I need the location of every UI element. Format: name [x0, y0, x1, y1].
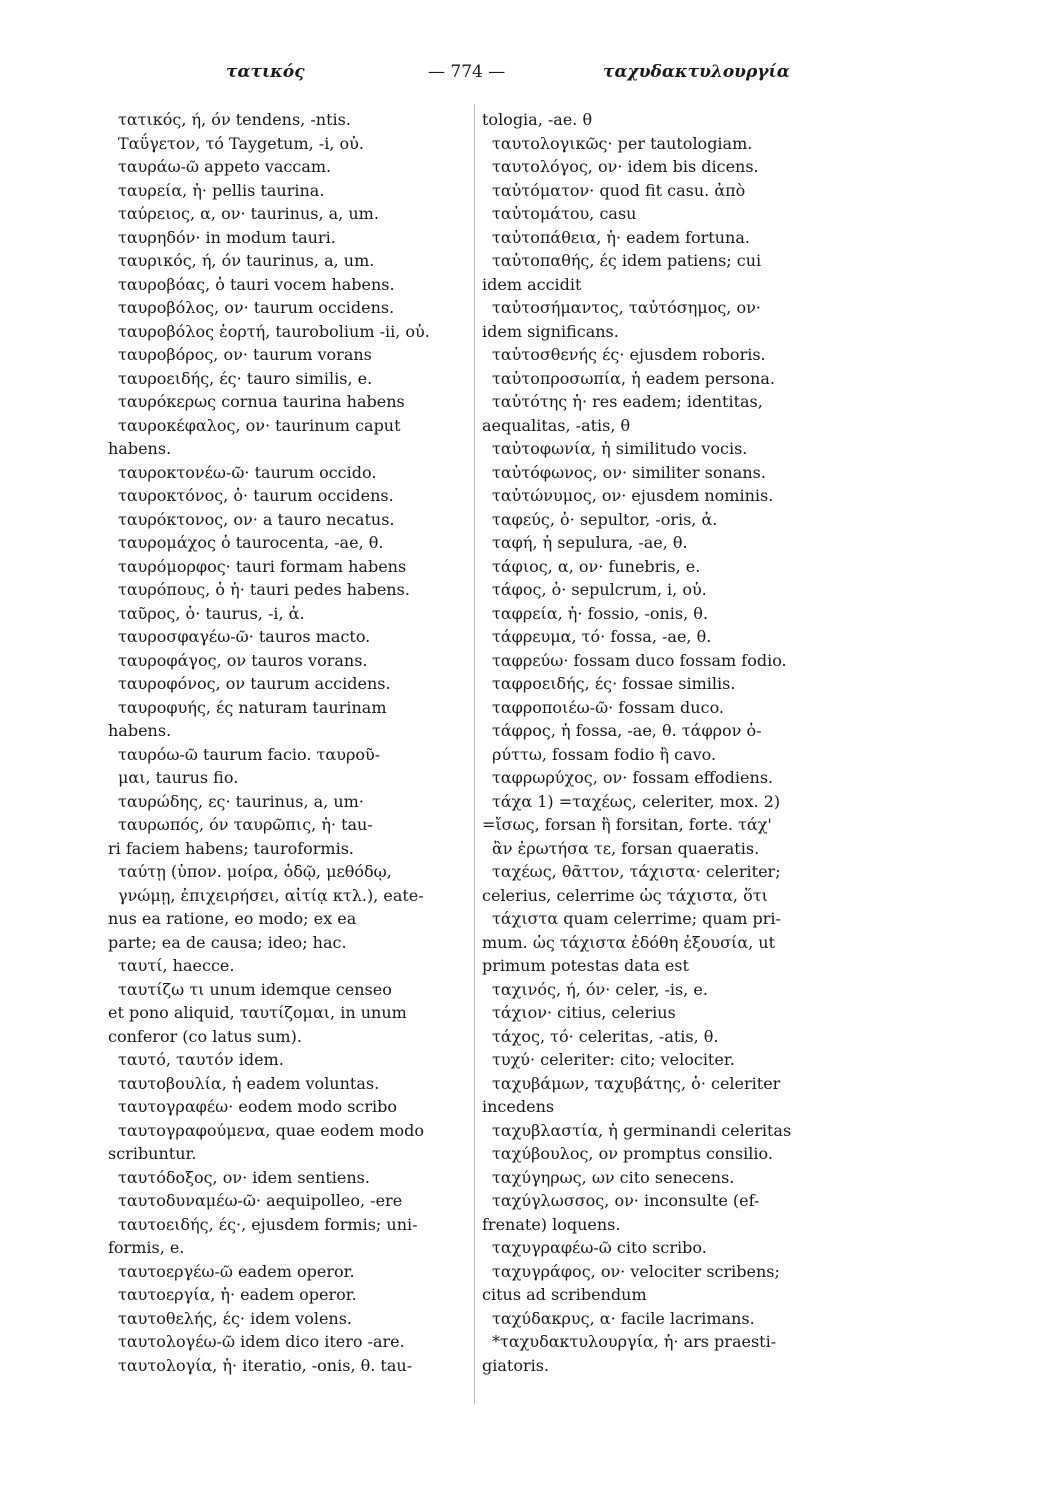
entry-line: τάφρευμα, τό· fossa, -ae, θ. — [492, 627, 712, 646]
entry-line: τάχιστα quam celerrime; quam pri- — [492, 909, 781, 928]
entry-line: ταχύδακρυς, α· facile lacrimans. — [492, 1308, 755, 1328]
entry-line: habens. — [108, 721, 172, 740]
entry-line: ταχύγηρως, ων cito senecens. — [492, 1167, 735, 1187]
entry-line: ταὐτόματον· quod fit casu. ἀπὸ — [492, 180, 746, 200]
entry-line: ταὐτοπάθεια, ἡ· eadem fortuna. — [492, 227, 750, 247]
entry-line: ταυροβόλος, ον· taurum occidens. — [118, 298, 395, 317]
entry-line: ταυροφάγος, ον tauros vorans. — [118, 650, 368, 670]
right-column — [482, 108, 882, 1377]
entry-line: ταυρόκτονος, ον· a tauro necatus. — [118, 509, 395, 529]
entry-line: τάχιον· citius, celerius — [492, 1003, 676, 1022]
entry-line: scribuntur. — [108, 1144, 197, 1163]
entry-line: ταφροποιέω-ῶ· fossam duco. — [492, 697, 724, 717]
entry-line: citus ad scribendum — [482, 1285, 647, 1304]
entry-line: ταυροσφαγέω-ῶ· tauros macto. — [118, 627, 371, 646]
entry-line: frenate) loquens. — [482, 1214, 621, 1234]
entry-line: ταχέως, θᾶττον, τάχιστα· celeriter; — [492, 862, 781, 881]
entry-line: ταφρεύω· fossam duco fossam fodio. — [492, 650, 787, 670]
entry-line: ταφή, ἡ sepulura, -ae, θ. — [492, 533, 688, 552]
entry-line: ταυτόδοξος, ον· idem sentiens. — [118, 1167, 370, 1187]
entry-line: ταυτοδυναμέω-ῶ· aequipolleo, -ere — [118, 1191, 403, 1210]
entry-line: ταυτολογία, ἡ· iteratio, -onis, θ. tau- — [118, 1355, 413, 1375]
entry-line: ταὐτοπροσωπία, ἡ eadem persona. — [492, 368, 775, 388]
entry-line: incedens — [482, 1097, 555, 1116]
entry-line: ταὐτότης ἡ· res eadem; identitas, — [492, 392, 763, 411]
entry-line: τάφος, ὁ· sepulcrum, i, οὐ. — [492, 580, 707, 599]
entry-line: primum potestas data est — [482, 956, 689, 975]
entry-line: mum. ὡς τάχιστα ἐδόθη ἐξουσία, ut — [482, 932, 776, 952]
entry-line: ταὐτοσήμαντος, ταὐτόσημος, ον· — [492, 298, 761, 317]
entry-line: ταχυβάμων, ταχυβάτης, ὁ· celeriter — [492, 1073, 781, 1093]
entry-line: ταυτολόγος, ον· idem bis dicens. — [492, 157, 759, 176]
entry-line: ταυρικός, ή, όν taurinus, a, um. — [118, 251, 375, 270]
entry-line: τυχύ· celeriter: cito; velociter. — [492, 1050, 735, 1069]
entry-line: ταυτίζω τι unum idemque censeo — [118, 979, 392, 999]
entry-line: idem significans. — [482, 321, 619, 341]
entry-line: ταυτοθελής, ές· idem volens. — [118, 1308, 353, 1328]
entry-line: ταὐτώνυμος, ον· ejusdem nominis. — [492, 486, 774, 505]
entry-line: ταυτοεργέω-ῶ eadem operor. — [118, 1261, 355, 1281]
entry-line: τάφιος, α, ον· funebris, e. — [492, 556, 701, 576]
entry-line: ταυρόκερως cornua taurina habens — [118, 392, 405, 411]
entry-line: aequalitas, -atis, θ — [482, 415, 631, 435]
entry-line: ταυτολογικῶς· per tautologiam. — [492, 133, 753, 153]
entry-line: *ταχυδακτυλουργία, ἡ· ars praesti- — [492, 1332, 777, 1351]
entry-line: ταχύβουλος, ον promptus consilio. — [492, 1144, 773, 1163]
entry-line: ταυροβόλος ἑορτή, taurobolium -ii, οὐ. — [118, 321, 430, 341]
entry-line: ταυρομάχος ὁ taurocenta, -ae, θ. — [118, 533, 384, 552]
entry-line: formis, e. — [108, 1238, 185, 1257]
entry-line: ταυροκτόνος, ὁ· taurum occidens. — [118, 486, 394, 505]
entry-line: ταυτοειδής, ές·, ejusdem formis; uni- — [118, 1214, 418, 1234]
entry-line: ταυτολογέω-ῶ idem dico itero -are. — [118, 1332, 405, 1351]
entry-line: ταυτό, ταυτόν idem. — [118, 1050, 284, 1069]
entry-line: ταχύγλωσσος, ον· inconsulte (ef- — [492, 1191, 760, 1210]
entry-line: ταὐτοφωνία, ἡ similitudo vocis. — [492, 439, 748, 458]
entry-line: =ἴσως, forsan ἢ forsitan, forte. τάχ' — [482, 815, 772, 834]
page-number: — 774 — — [428, 62, 506, 82]
entry-line: ταυρεία, ἡ· pellis taurina. — [118, 180, 325, 200]
entry-line: ταφρωρύχος, ον· fossam effodiens. — [492, 768, 774, 787]
entry-line: ταυροφόνος, ον taurum accidens. — [118, 674, 391, 693]
entry-line: ταυτί, haecce. — [118, 956, 235, 975]
entry-line: ταυροειδής, ές· tauro similis, e. — [118, 368, 373, 388]
entry-line: τάφρος, ἡ fossa, -ae, θ. τάφρον ὀ- — [492, 721, 762, 740]
entry-line: ταυρόω-ῶ taurum facio. ταυροῦ- — [118, 744, 381, 764]
entry-line: ταύτῃ (ὑπον. μοίρα, ὁδῷ, μεθόδῳ, — [118, 862, 392, 881]
entry-line: celerius, celerrime ὡς τάχιστα, ὅτι — [482, 885, 768, 905]
entry-line: ταὐτοπαθής, ές idem patiens; cui — [492, 251, 762, 270]
entry-line: ταυρόπους, ὁ ἡ· tauri pedes habens. — [118, 580, 410, 599]
entry-line: ταυτογραφούμενα, quae eodem modo — [118, 1120, 424, 1140]
entry-line: ρύττω, fossam fodio ἢ cavo. — [492, 744, 717, 764]
header-right-guideword: ταχυδακτυλουργία — [603, 62, 790, 82]
entry-line: γνώμῃ, ἐπιχειρήσει, αἰτίᾳ κτλ.), eate- — [118, 885, 424, 905]
entry-line: ταχυγραφέω-ῶ cito scribo. — [492, 1238, 707, 1257]
entry-line: ταῦρος, ὁ· taurus, -i, ἀ. — [118, 603, 305, 623]
entry-line: habens. — [108, 439, 172, 458]
entry-line: ἂν ἐρωτήσα τε, forsan quaeratis. — [492, 838, 760, 858]
entry-line: ταφεύς, ὁ· sepultor, -oris, ἀ. — [492, 509, 718, 529]
entry-line: nus ea ratione, eo modo; ex ea — [108, 909, 357, 928]
entry-line: τάχα 1) =ταχέως, celeriter, mox. 2) — [492, 791, 781, 811]
entry-line: ταχινός, ή, όν· celer, -is, e. — [492, 979, 708, 999]
entry-line: τάχος, τό· celeritas, -atis, θ. — [492, 1026, 719, 1046]
entry-line: giatoris. — [482, 1355, 550, 1375]
entry-line: ταυροβόρος, ον· taurum vorans — [118, 345, 372, 364]
header-left-guideword: τατικός — [226, 62, 305, 82]
entry-line: ταυτοεργία, ἡ· eadem operor. — [118, 1285, 357, 1304]
entry-line: ταυτογραφέω· eodem modo scribo — [118, 1097, 397, 1116]
entry-line: Ταΰγετον, τό Taygetum, -i, οὐ. — [118, 133, 364, 153]
entry-line: ταὐτομάτου, casu — [492, 204, 637, 223]
entry-line: ταχυβλαστία, ἡ germinandi celeritas — [492, 1120, 792, 1140]
running-head — [100, 62, 920, 92]
entry-line: ταφρεία, ἡ· fossio, -onis, θ. — [492, 603, 709, 623]
entry-line: μαι, taurus fio. — [118, 768, 239, 787]
entry-line: ταφροειδής, ές· fossae similis. — [492, 674, 736, 693]
entry-line: ταυρηδόν· in modum tauri. — [118, 227, 336, 247]
entry-line: τατικός, ή, όν tendens, -ntis. — [118, 110, 351, 129]
entry-line: ταυροκτονέω-ῶ· taurum occido. — [118, 462, 377, 482]
entry-line: ri faciem habens; tauroformis. — [108, 838, 355, 858]
entry-line: tologia, -ae. θ — [482, 110, 593, 129]
entry-line: ταυρώδης, ες· taurinus, a, um· — [118, 791, 364, 811]
entry-line: ταυράω-ῶ appeto vaccam. — [118, 157, 332, 176]
entry-line: ταὐτόφωνος, ον· similiter sonans. — [492, 462, 766, 482]
entry-line: ταχυγράφος, ον· velociter scribens; — [492, 1261, 780, 1281]
left-column — [108, 108, 491, 1377]
entry-line: ταυροφυής, ές naturam taurinam — [118, 697, 387, 717]
entry-line: ταυρωπός, όν ταυρῶπις, ἡ· tau- — [118, 815, 373, 834]
entry-line: ταυρόμορφος· tauri formam habens — [118, 556, 407, 576]
entry-line: parte; ea de causa; ideo; hac. — [108, 932, 347, 952]
entry-line: ταυτοβουλία, ἡ eadem voluntas. — [118, 1073, 380, 1093]
entry-line: ταύρειος, α, ον· taurinus, a, um. — [118, 204, 379, 223]
entry-line: conferor (co latus sum). — [108, 1026, 302, 1046]
entry-line: ταὐτοσθενής ές· ejusdem roboris. — [492, 345, 766, 364]
entry-line: ταυροβόας, ὁ tauri vocem habens. — [118, 274, 395, 294]
entry-line: et pono aliquid, ταυτίζομαι, in unum — [108, 1003, 407, 1022]
entry-line: ταυροκέφαλος, ον· taurinum caput — [118, 415, 401, 435]
entry-line: idem accidit — [482, 274, 582, 294]
